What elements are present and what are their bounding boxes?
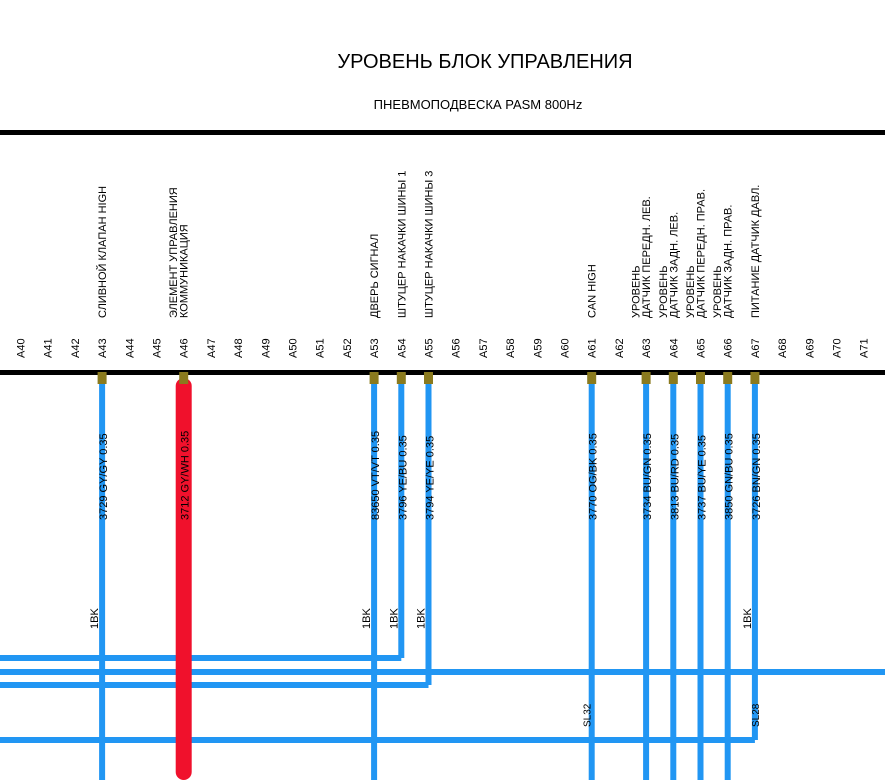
pin-labels <box>16 338 871 358</box>
pin-label-a49: A49 <box>260 338 273 358</box>
pin-label-a65: A65 <box>695 338 708 358</box>
diagram-title: УРОВЕНЬ БЛОК УПРАВЛЕНИЯ <box>337 51 633 73</box>
pin-label-a64: A64 <box>668 338 681 358</box>
pin-label-a58: A58 <box>505 338 518 358</box>
pin-label-a63: A63 <box>641 338 654 358</box>
function-label-a66-1: УРОВЕНЬ <box>712 265 725 318</box>
pin-label-a55: A55 <box>423 338 436 358</box>
splice-tag-a67: SL28 <box>750 703 762 727</box>
pin-label-a62: A62 <box>613 338 626 358</box>
connector-tag-a43: 1BK <box>89 608 102 629</box>
wire-code-a43: 3729 GY/GY 0.35 <box>98 433 111 520</box>
wire-code-a65: 3737 BU/YE 0.35 <box>696 434 709 520</box>
wire-code-a53: 83650 VT/VT 0.35 <box>370 430 383 520</box>
connector-tag-a53: 1BK <box>361 608 374 629</box>
pin-label-a71: A71 <box>858 338 871 358</box>
pin-label-a59: A59 <box>532 338 545 358</box>
pin-label-a66: A66 <box>722 338 735 358</box>
pin-pad-a43 <box>98 372 107 384</box>
pin-pad-a63 <box>642 372 651 384</box>
connector-tag-a55: 1BK <box>415 608 428 629</box>
pin-label-a48: A48 <box>233 338 246 358</box>
connector-tag-a54: 1BK <box>388 608 401 629</box>
function-label-a63-1: УРОВЕНЬ <box>630 265 643 318</box>
pin-label-a68: A68 <box>777 338 790 358</box>
function-label-a55: ШТУЦЕР НАКАЧКИ ШИНЫ 3 <box>423 170 436 318</box>
function-label-a64-1: УРОВЕНЬ <box>657 265 670 318</box>
pin-label-a57: A57 <box>477 338 490 358</box>
pin-label-a70: A70 <box>831 338 844 358</box>
wire-code-a55: 3794 YE/YE 0.35 <box>424 435 437 520</box>
pin-pad-a66 <box>723 372 732 384</box>
function-label-a64-2: ДАТЧИК ЗАДН. ЛЕВ. <box>668 211 681 318</box>
pin-label-a61: A61 <box>586 338 599 358</box>
pin-label-a50: A50 <box>287 338 300 358</box>
pin-pad-a64 <box>669 372 678 384</box>
wire-code-a63: 3734 BU/GN 0.35 <box>642 433 655 520</box>
pin-label-a45: A45 <box>151 338 164 358</box>
pin-label-a42: A42 <box>69 338 82 358</box>
wire-code-a46: 3712 GY/WH 0.35 <box>179 430 192 520</box>
wire-code-a64: 3813 BU/RD 0.35 <box>669 433 682 520</box>
pin-label-a56: A56 <box>450 338 463 358</box>
function-label-a46-2: КОММУНИКАЦИЯ <box>178 224 191 318</box>
diagram-subtitle: ПНЕВМОПОДВЕСКА PASM 800Hz <box>373 97 583 112</box>
pin-pad-a67 <box>750 372 759 384</box>
function-label-a43: СЛИВНОЙ КЛАПАН HIGH <box>97 185 110 318</box>
wire-code-a66: 3850 GN/BU 0.35 <box>723 433 736 520</box>
pin-label-a60: A60 <box>559 338 572 358</box>
function-label-a46-1: ЭЛЕМЕНТ УПРАВЛЕНИЯ <box>168 187 181 318</box>
pin-pad-a65 <box>696 372 705 384</box>
function-label-a54: ШТУЦЕР НАКАЧКИ ШИНЫ 1 <box>396 170 409 318</box>
splice-tag-a61: SL32 <box>582 703 594 727</box>
connector-tag-a67: 1BK <box>741 608 754 629</box>
pin-label-a41: A41 <box>42 338 55 358</box>
pin-pad-a53 <box>370 372 379 384</box>
pin-label-a67: A67 <box>749 338 762 358</box>
pin-label-a44: A44 <box>124 338 137 358</box>
top-divider-bar <box>0 130 885 135</box>
pin-label-a43: A43 <box>97 338 110 358</box>
pin-label-a54: A54 <box>396 338 409 358</box>
function-label-a61: CAN HIGH <box>586 264 599 318</box>
pin-label-a40: A40 <box>15 338 28 358</box>
function-labels <box>96 171 762 318</box>
pin-pad-a61 <box>587 372 596 384</box>
pin-pad-a54 <box>397 372 406 384</box>
pin-pad-a46 <box>179 372 188 384</box>
wire-code-a67: 3726 BN/GN 0.35 <box>750 433 763 520</box>
wire-code-a54: 3796 YE/BU 0.35 <box>397 435 410 520</box>
pin-label-a52: A52 <box>341 338 354 358</box>
pin-label-a51: A51 <box>314 338 327 358</box>
function-label-a67: ПИТАНИЕ ДАТЧИК ДАВЛ. <box>749 184 762 318</box>
pin-pad-a55 <box>424 372 433 384</box>
function-label-a65-1: УРОВЕНЬ <box>685 265 697 318</box>
function-label-a66-2: ДАТЧИК ЗАДН. ПРАВ. <box>722 204 735 318</box>
pin-label-a47: A47 <box>205 338 218 358</box>
function-label-a65-2: ДАТЧИК ПЕРЕДН. ПРАВ. <box>695 188 708 318</box>
function-label-a53: ДВЕРЬ СИГНАЛ <box>369 233 382 318</box>
pin-label-a53: A53 <box>369 338 382 358</box>
function-label-a63-2: ДАТЧИК ПЕРЕДН. ЛЕВ. <box>641 196 654 318</box>
pin-label-a69: A69 <box>804 338 817 358</box>
pin-label-a46: A46 <box>178 338 191 358</box>
wire-code-a61: 3770 OG/BK 0.35 <box>587 433 600 520</box>
